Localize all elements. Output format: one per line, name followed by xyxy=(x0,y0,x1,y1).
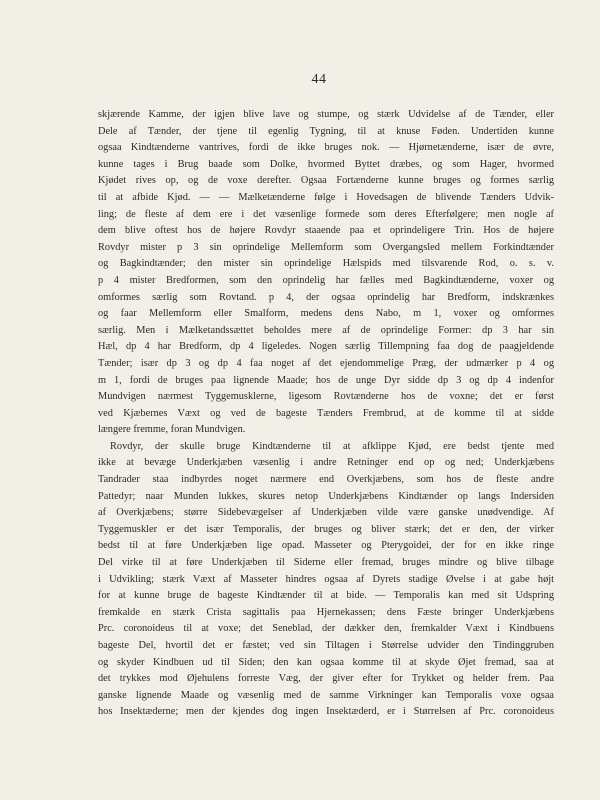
text-line: bedst til at føre Underkjæben lige opad. Masseter og Pterygoidei, der for en ikke ringe xyxy=(98,540,554,552)
text-line: m 1, fordi de bruges paa lignende Maade; hos de unge Dyr sidde dp 3 og dp 4 indenfor xyxy=(98,374,554,386)
text-line: p 4 mister Bredformen, som den oprindelig har fælles med Bagkindtænderne, voxer og xyxy=(98,274,554,286)
text-line: i Udvikling; stærk Væxt af Masseter hindres ogsaa af Dyrets stadige Øvelse i at gabe højt xyxy=(98,573,554,585)
text-line: ganske lignende Maade og væsenlig med de samme Virkninger kan Temporalis voxe ogsaa xyxy=(98,689,554,701)
text-line: skjærende Kamme, der igjen blive lave og stumpe, og stærk Udvidelse af de Tænder, eller xyxy=(98,109,554,120)
text-line: bageste Del, hvortil det er fæstet; ved sin Tiltagen i Størrelse udvider den Tindinggruben xyxy=(98,640,554,651)
text-line: Prc. coronoideus til at voxe; det Seneblad, der dækker den, fremkalder Væxt i Kindbuens xyxy=(98,623,554,635)
text-line: længere fremme, foran Mundvigen. xyxy=(98,424,246,436)
text-line: og faar Mellemform eller Smalform, medens dens Nabo, m 1, voxer og omformes xyxy=(98,308,554,320)
text-line: særlig. Men i Mælketandssættet beholdes mere af de oprindelige Former: dp 3 har sin xyxy=(98,324,554,336)
text-line: fremkalde en stærk Crista sagittalis paa Hjernekassen; dens Fæste bringer Underkjæbens xyxy=(98,606,554,618)
text-line: for at kunne bruge de bageste Kindtænder til at bide. — Temporalis kan med sit Udspring xyxy=(98,590,554,602)
text-line: Tænder; især dp 3 og dp 4 faa noget af det ejendommelige Præg, der udmærker p 4 og xyxy=(98,357,554,369)
page-number: 44 xyxy=(311,72,327,87)
body-text xyxy=(98,107,554,721)
text-line: dem blive oftest hos de højere Rovdyr staaende paa et oprindeligere Trin. Hos de højere xyxy=(98,225,554,237)
text-line: Hæl, dp 4 har Bredform, dp 4 ligeledes. Nogen særlig Tillempning faa dog de paagjeldende xyxy=(98,341,554,353)
text-line: kunne tages i Brug baade som Dolke, hvormed Byttet dræbes, og som Hager, hvormed xyxy=(98,158,554,170)
text-line: til at afbide Kjød. — — Mælketænderne følge i Hovedsagen de blivende Tænders Udvik- xyxy=(98,191,554,203)
text-line: Kjødet rives op, og de voxe derefter. Ogsaa Fortænderne kunne bruges og formes særlig xyxy=(98,175,554,187)
text-line: ling; de fleste af dem ere i det væsenlige formede som deres Efterfølgere; men nogle af xyxy=(98,208,554,220)
text-line: Del virke til at føre Underkjæben til Siderne eller fremad, bruges mindre og blive tilbage xyxy=(98,557,554,569)
text-line: Rovdyr mister p 3 sin oprindelige Mellemform som Overgangsled mellem Forkindtænder xyxy=(98,241,554,253)
text-line: hos Insektæderne; men der kjendes dog ingen Insektæderd, er i Størrelsen af Prc. coronoideus xyxy=(98,706,554,718)
text-line: ved Kjæbernes Væxt og ved de bageste Tænders Frembrud, at de komme til at sidde xyxy=(98,407,554,419)
text-line: omformes særlig som Rovtand. p 4, der ogsaa oprindelig har Bredform, indskrænkes xyxy=(98,291,554,303)
text-line: Dele af Tænder, der tjene til egenlig Tygning, til at knuse Føden. Undertiden kunne xyxy=(98,125,554,137)
text-line: Rovdyr, der skulle bruge Kindtænderne til at afklippe Kjød, ere bedst tjente med xyxy=(110,440,554,452)
text-line: det trykkes mod Øjehulens forreste Væg, der giver efter for Trykket og helder frem. Paa xyxy=(98,673,554,685)
text-line: Tandrader staa indbyrdes noget nærmere end Overkjæbens, som hos de fleste andre xyxy=(98,474,554,486)
text-line: og Bagkindtænder; den mister sin oprindelige Hælspids med tilsvarende Rod, o. s. v. xyxy=(98,258,554,270)
text-line: Pattedyr; naar Munden lukkes, skures netop Underkjæbens Kindtænder op langs Indersiden xyxy=(98,490,554,502)
text-line: og skyder Kindbuen ud til Siden; den kan ogsaa komme til at skyde Øjet fremad, saa at xyxy=(98,656,554,668)
text-line: ikke at bevæge Underkjæben væsenlig i andre Retninger end op og ned; Underkjæbens xyxy=(98,457,554,469)
text-line: af Overkjæbens; større Sidebevægelser af Underkjæben vilde være ganske unødvendige. Af xyxy=(98,507,554,519)
text-line: ogsaa Kindtænderne vantrives, fordi de ikke bruges nok. — Hjørnetænderne, især de øvre, xyxy=(98,142,554,154)
text-line: Tyggemuskler er det især Temporalis, der bruges og bliver stærk; det er den, der virker xyxy=(98,523,554,535)
text-line: Mundvigen nærmest Tyggemusklerne, ligesom Rovtænderne hos de voxne; det er først xyxy=(98,391,554,403)
